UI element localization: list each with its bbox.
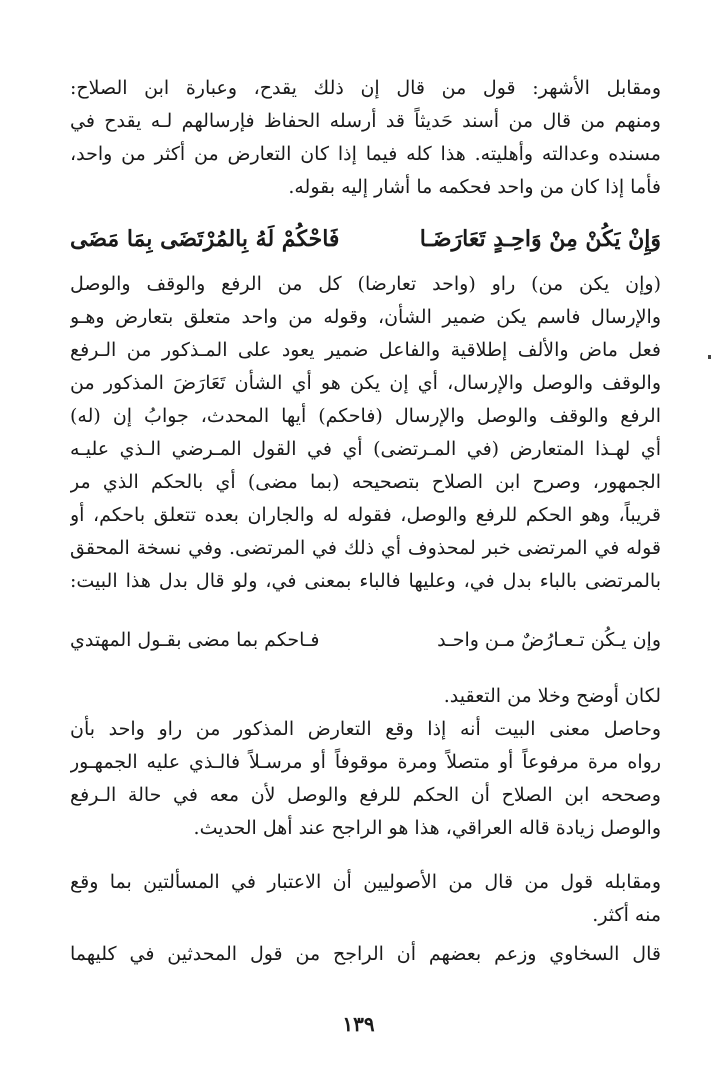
verse-first-hemistich: وَإِنْ يَكُنْ مِنْ وَاحِـدٍ تَعَارَضَـا	[419, 226, 661, 252]
text-line: قوله في المرتضى خبر لمحذوف أي ذلك في المرتضى. وفي نسخة المحقق	[70, 537, 661, 559]
text-line: رواه مرة مرفوعاً أو متصلاً ومرة موقوفاً أو مرسـلاً فالـذي عليه الجمهـور	[70, 751, 661, 773]
verse-first-hemistich: وإن يـكُن تـعـارُضٌ مـن واحـد	[437, 629, 661, 651]
verse-second-hemistich: فَاحْكُمْ لَهُ بِالمُرْتَضَى بِمَا مَضَى	[70, 226, 340, 252]
paragraph-1	[70, 72, 661, 204]
text-line: وحاصل معنى البيت أنه إذا وقع التعارض المذكور من راو واحد بأن	[70, 718, 661, 740]
text-line: فأما إذا كان من واحد فحكمه ما أشار إليه بقوله.	[288, 176, 661, 198]
text-line: بالمرتضى بالباء بدل في، وعليها فالباء بمعنى في، ولو قال بدل هذا البيت:	[70, 570, 661, 592]
paragraph-5	[70, 938, 661, 971]
text-line: ومقابل الأشهر: قول من قال إن ذلك يقدح، وعبارة ابن الصلاح:	[70, 77, 661, 99]
page-number: ١٣٩	[342, 1012, 375, 1036]
text-line: أي لهـذا المتعارض (في المـرتضى) أي في القول المـرضي الـذي عليـه	[70, 438, 661, 460]
text-line: لكان أوضح وخلا من التعقيد.	[443, 685, 661, 707]
text-line: ومنهم من قال من أسند حَديثاً قد أرسله الحفاظ فإرسالهم لـه يقدح في	[70, 110, 661, 132]
text-line: قريباً، وهو الحكم للرفع والوصل، فقوله له والجاران بعده تتعلق باحكم، أو	[70, 504, 661, 526]
margin-dot	[708, 355, 711, 359]
text-line: مسنده وعدالته وأهليته. هذا كله فيما إذا كان التعارض من أكثر من واحد،	[70, 143, 661, 165]
paragraph-4	[70, 866, 661, 932]
text-line: (وإن يكن من) راو (واحد تعارضا) كل من الرفع والوقف والوصل	[70, 273, 661, 295]
verse-line-bold	[70, 222, 661, 262]
text-line: والإرسال فاسم يكن ضمير الشأن، وقوله من واحد متعلق بتعارض وهـو	[70, 306, 661, 328]
text-line: قال السخاوي وزعم بعضهم أن الراجح من قول المحدثين في كليهما	[70, 943, 661, 965]
verse-second-hemistich: فـاحكم بما مضى بقـول المهتدي	[70, 629, 320, 651]
paragraph-3	[70, 680, 661, 845]
text-line: والوصل زيادة قاله العراقي، هذا هو الراجح عند أهل الحديث.	[193, 817, 661, 839]
text-line: الرفع والوقف والوصل والإرسال (فاحكم) أيها المحدث، جوابُ إن (له)	[70, 405, 661, 427]
verse-line-alternative	[70, 625, 661, 663]
text-line: وصححه ابن الصلاح أن الحكم للرفع والوصل لأن معه في حالة الـرفع	[70, 784, 661, 806]
text-line: فعل ماض والألف إطلاقية والفاعل ضمير يعود على المـذكور من الـرفع	[70, 339, 661, 361]
text-line: الجمهور، وصرح ابن الصلاح بتصحيحه (بما مضى) أي بالحكم الذي مر	[70, 471, 661, 493]
text-line: والوقف والوصل والإرسال، أي إن يكن هو أي الشأن تَعَارَضَ المذكور من	[70, 372, 661, 394]
paragraph-2	[70, 268, 661, 598]
text-line: منه أكثر.	[592, 904, 661, 926]
text-line: ومقابله قول من قال من الأصوليين أن الاعتبار في المسألتين بما وقع	[70, 871, 661, 893]
